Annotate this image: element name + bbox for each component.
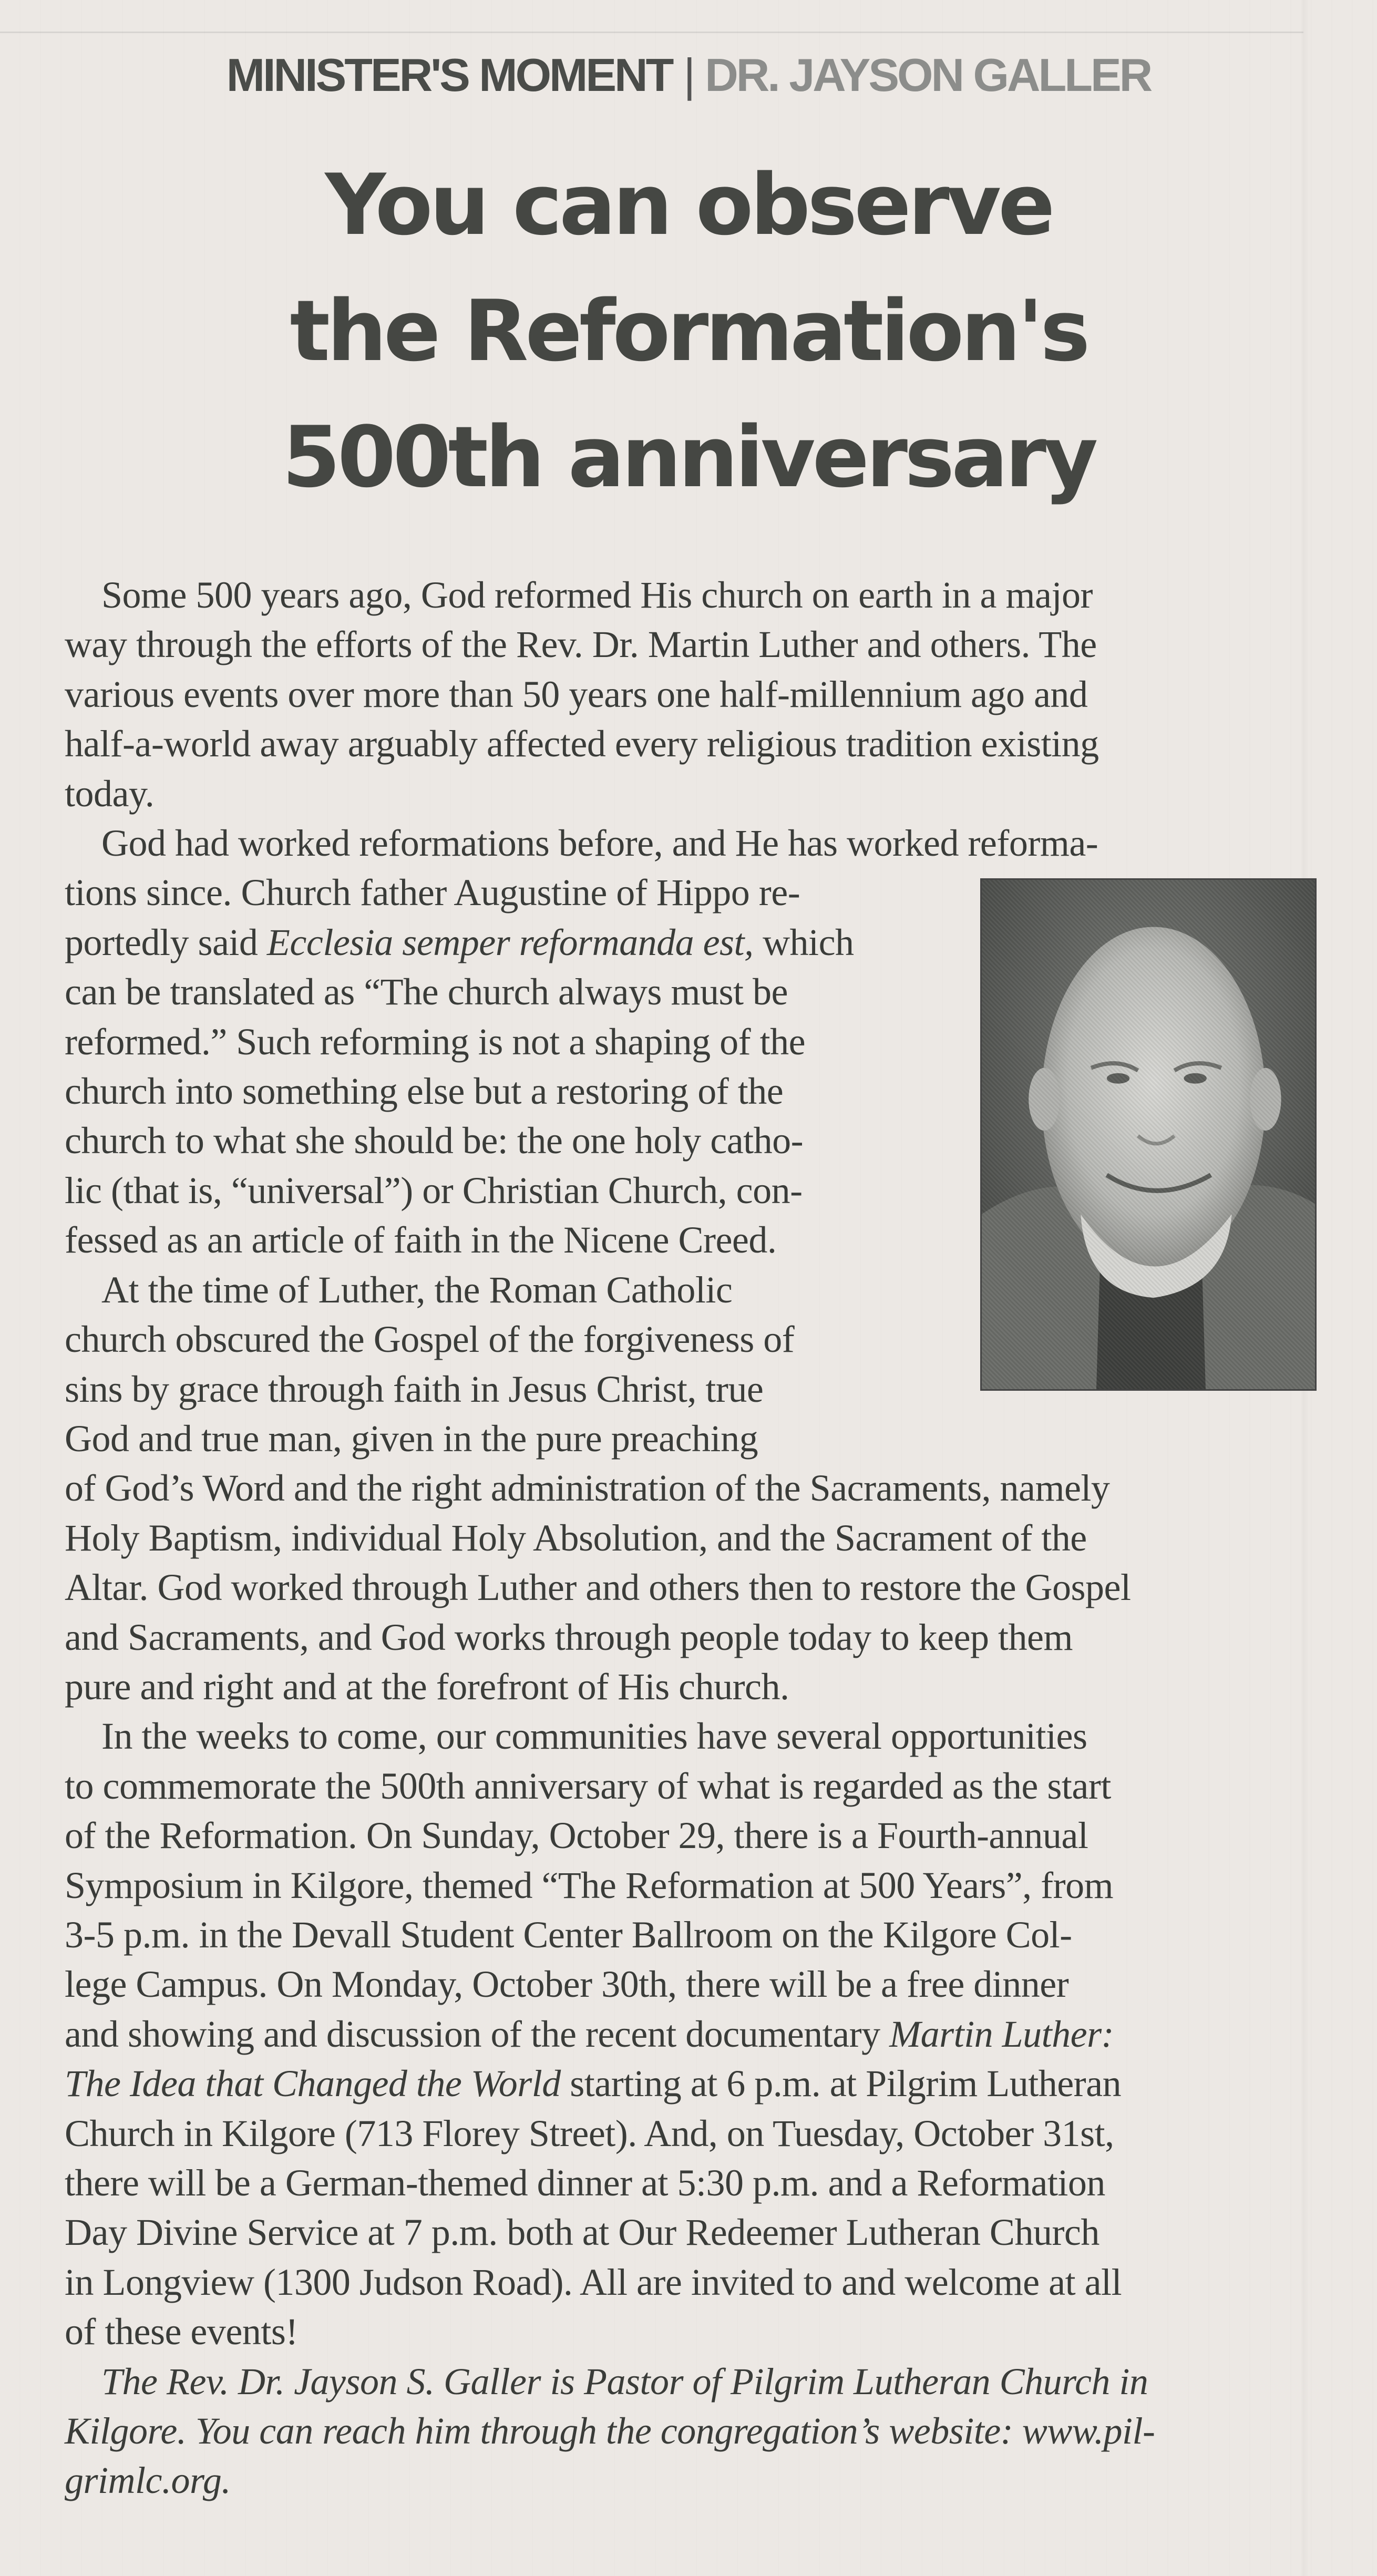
text-line: sins by grace through faith in Jesus Christ, true [65,1368,764,1410]
text-line: to commemorate the 500th anniversary of what is regarded as the start [65,1764,1111,1807]
text-line: fessed as an article of faith in the Nicene Creed. [65,1219,777,1261]
text-line: and Sacraments, and God works through people today to keep them [65,1616,1073,1658]
headline-line-2: the Reformation's [290,282,1087,380]
text-line: church into something else but a restoring of the [65,1070,784,1113]
text-line: half-a-world away arguably affected every religious tradition existing [65,723,1099,765]
text-run: portedly said [65,921,267,963]
halftone-overlay [982,880,1315,1389]
author-byline: DR. JAYSON GALLER [705,49,1151,101]
headline-line-3: 500th anniversary [282,408,1095,506]
text-run: and showing and discussion of the recent documentary [65,2013,890,2055]
kicker-separator: | [683,49,694,101]
text-line: of God’s Word and the right administration of the Sacraments, namely [65,1467,1110,1510]
text-line [65,2009,1317,2059]
text-line: God had worked reformations before, and He has worked reforma- [101,822,1098,865]
bio-line: The Rev. Dr. Jayson S. Galler is Pastor of Pilgrim Lutheran Church in [101,2360,1148,2403]
text-line: tions since. Church father Augustine of Hippo re- [65,871,800,914]
article-body [65,570,1317,2506]
text-line: Symposium in Kilgore, themed “The Reformation at 500 Years”, from [65,1864,1114,1906]
text-run: starting at 6 p.m. at Pilgrim Lutheran [560,2062,1122,2105]
paragraph-4 [65,1711,1317,2356]
text-run: which [753,921,854,963]
text-line: Holy Baptism, individual Holy Absolution, and the Sacrament of the [65,1516,1087,1559]
text-line [65,2059,1317,2108]
author-bio [65,2357,1317,2506]
text-line: At the time of Luther, the Roman Catholic [101,1268,733,1311]
paragraph-1 [65,570,1317,818]
headline-line-1: You can observe [325,156,1052,254]
documentary-title: Martin Luther: [889,2013,1114,2055]
text-line: can be translated as “The church always must be [65,971,788,1013]
text-line: Church in Kilgore (713 Florey Street). And, on Tuesday, October 31st, [65,2112,1114,2154]
text-line: church obscured the Gospel of the forgiveness of [65,1318,795,1361]
latin-phrase: Ecclesia semper reformanda est, [266,921,754,963]
author-photo [980,878,1317,1391]
text-line: there will be a German-themed dinner at 5:30 p.m. and a Reformation [65,2162,1105,2204]
section-name: MINISTER'S MOMENT [226,49,672,101]
top-rule [0,32,1303,33]
text-line: Altar. God worked through Luther and others then to restore the Gospel [65,1566,1131,1609]
text-line: way through the efforts of the Rev. Dr. Martin Luther and others. The [65,623,1097,666]
text-line: In the weeks to come, our communities have several opportunities [101,1715,1087,1758]
text-line: God and true man, given in the pure preaching [65,1417,758,1460]
bio-line: grimlc.org. [65,2459,231,2502]
documentary-title: The Idea that Changed the World [65,2062,561,2105]
text-line: in Longview (1300 Judson Road). All are invited to and welcome at all [65,2261,1122,2303]
bio-line: Kilgore. You can reach him through the congregation’s website: www.pil- [65,2410,1155,2452]
text-line: pure and right and at the forefront of His church. [65,1665,789,1708]
column-kicker [0,48,1377,102]
text-line: of these events! [65,2311,298,2353]
text-line: Some 500 years ago, God reformed His church on earth in a major [101,574,1093,616]
headline [0,142,1377,520]
text-line: lic (that is, “universal”) or Christian Church, con- [65,1169,803,1212]
text-line: Day Divine Service at 7 p.m. both at Our Redeemer Lutheran Church [65,2211,1099,2254]
text-line: today. [65,772,155,815]
text-line: various events over more than 50 years one half-millennium ago and [65,673,1088,715]
paragraph-2 [65,818,1317,1265]
text-line: church to what she should be: the one holy catho- [65,1120,804,1162]
text-line: reformed.” Such reforming is not a shaping of the [65,1020,806,1063]
text-line: of the Reformation. On Sunday, October 29, there is a Fourth-annual [65,1814,1088,1857]
text-line: lege Campus. On Monday, October 30th, there will be a free dinner [65,1963,1069,2006]
text-line: 3-5 p.m. in the Devall Student Center Ballroom on the Kilgore Col- [65,1913,1072,1956]
